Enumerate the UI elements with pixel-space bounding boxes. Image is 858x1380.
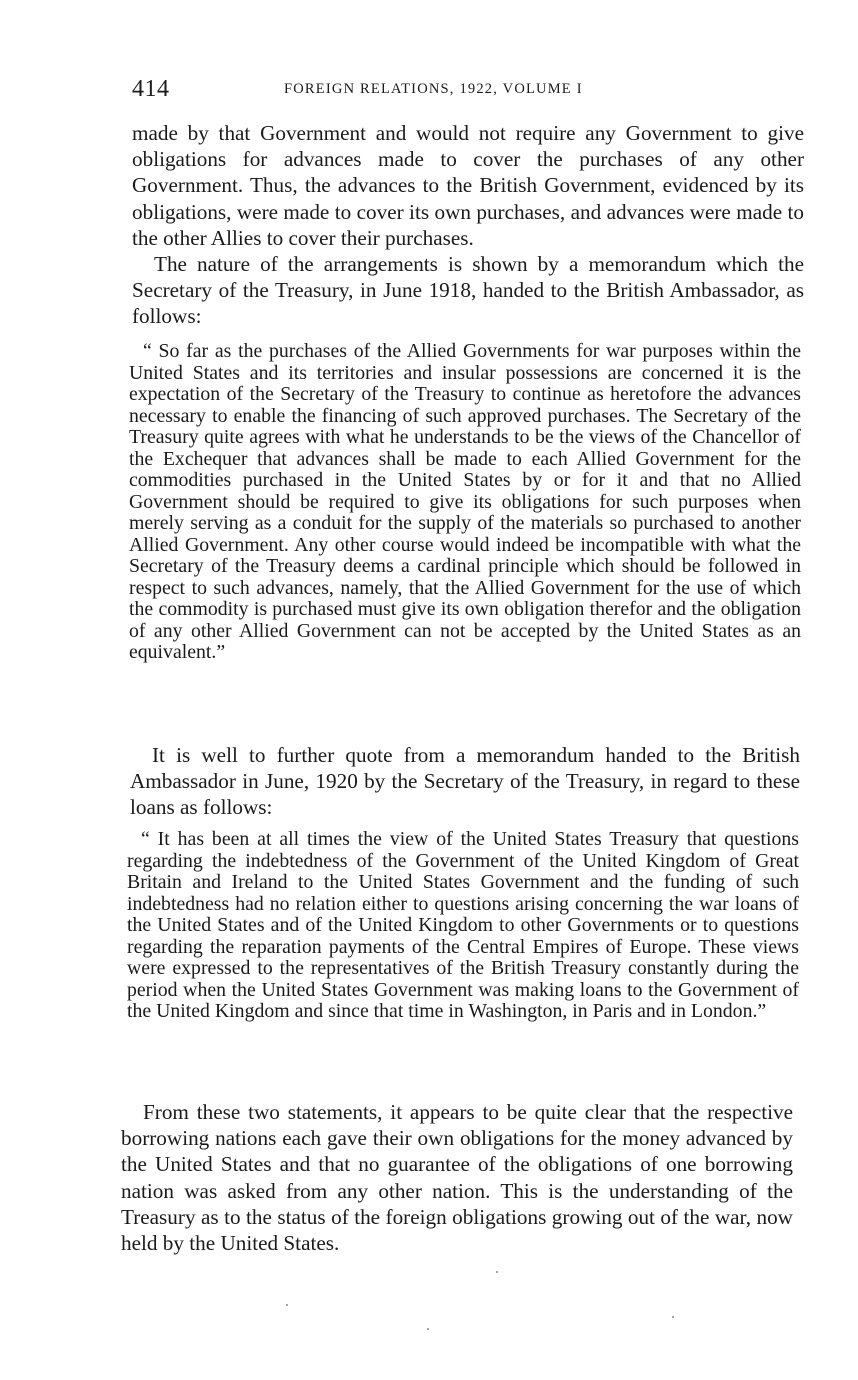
paragraph-memorandum-1920-intro: It is well to further quote from a memorandum handed to the British Ambassador in June, 1920 by the Secretary of the Treasury, in regard to these loans as follows: xyxy=(130,743,800,820)
paragraph-block-1 xyxy=(132,120,804,330)
block-quote-1918 xyxy=(129,341,801,664)
block-quote-1920 xyxy=(127,829,799,1023)
scan-speck xyxy=(496,1271,498,1273)
paragraph-conclusion: From these two statements, it appears to be quite clear that the respective borrowing nations each gave their own obligations for the money advanced by the United States and that no guarantee of the obligations of one borrowing nation was asked from any other nation. This is the understanding of the Treasury as to the status of the foreign obligations growing out of the war, now held by the United States. xyxy=(121,1100,793,1256)
scan-speck xyxy=(286,1304,288,1306)
paragraph-block-2 xyxy=(130,742,800,821)
running-head: FOREIGN RELATIONS, 1922, VOLUME I xyxy=(284,81,583,97)
paragraph-continuation: made by that Government and would not require any Government to give obligations for advances made to cover the purchases of any other Government. Thus, the advances to the British Government, evidenced by its obligations, were made to cover its own purchases, and advances were made to the other Allies to cover their purchases. xyxy=(132,121,804,250)
quote-1918-text: “ So far as the purchases of the Allied Governments for war purposes within the United States and its territories and insular possessions are concerned it is the expectation of the Secretary of the Treasury to continue as heretofore the advances necessary to enable the financing of such approved purchases. The Secretary of the Treasury quite agrees with what he understands to be the views of the Chancellor of the Exchequer that advances shall be made to each Allied Government for the commodities purchased in the United States by or for it and that no Allied Government should be required to give its obligations for such purposes when merely serving as a conduit for the supply of the materials so purchased to another Allied Government. Any other course would indeed be incompatible with what the Secretary of the Treasury deems a cardinal principle which should be followed in respect to such advances, namely, that the Allied Government for the use of which the commodity is purchased must give its own obligation therefor and the obligation of any other Allied Government can not be accepted by the United States as an equivalent.” xyxy=(129,340,801,663)
paragraph-block-3 xyxy=(121,1099,793,1256)
paragraph-memorandum-1918-intro: The nature of the arrangements is shown by a memorandum which the Secretary of the Treasury, in June 1918, handed to the British Ambassador, as follows: xyxy=(132,252,804,329)
scan-speck xyxy=(672,1316,674,1318)
page-header xyxy=(132,76,804,106)
quote-1920-text: “ It has been at all times the view of the United States Treasury that questions regarding the indebtedness of the Government of the United Kingdom of Great Britain and Ireland to the United States Government and the funding of such indebtedness had no relation either to questions arising concerning the war loans of the United States and of the United Kingdom to other Governments or to questions regarding the reparation payments of the Central Empires of Europe. These views were expressed to the representatives of the British Treasury constantly during the period when the United States Government was making loans to the Government of the United Kingdom and since that time in Washington, in Paris and in London.” xyxy=(127,828,799,1022)
scan-speck xyxy=(427,1328,429,1330)
page-number: 414 xyxy=(132,76,170,102)
